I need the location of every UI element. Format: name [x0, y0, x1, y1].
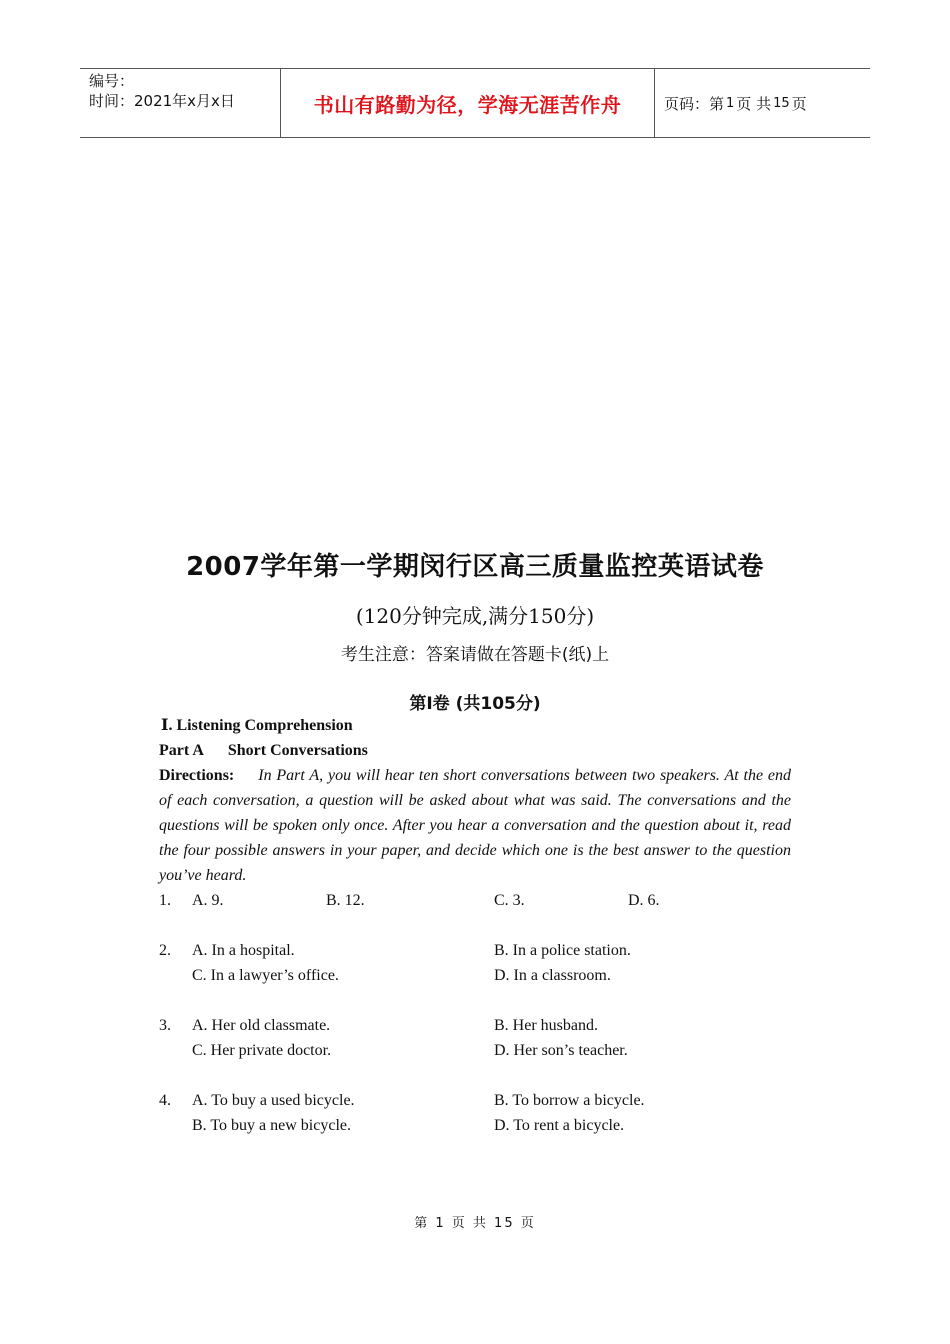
option-a: A. 9.	[192, 892, 224, 909]
option-a: A. Her old classmate.	[192, 1017, 331, 1034]
option-c: C. Her private doctor.	[192, 1042, 332, 1059]
option-b: B. Her husband.	[494, 1017, 598, 1034]
exam-content	[159, 713, 791, 1138]
question-3-row-2	[159, 1038, 791, 1063]
directions-text: In Part A, you will hear ten short conversations between two speakers. At the end of each conversation, a question will be asked about what was said. The conversations and the questions will be spoken only once. After you hear a conversation and the question about it, read the four possible answers in your paper, and decide which one is the best answer to the question you’ve heard.	[159, 767, 791, 884]
exam-subtitle: (120分钟完成,满分150分)	[355, 604, 595, 628]
question-2-row-2	[159, 963, 791, 988]
question-1	[159, 888, 791, 913]
number-label: 编号：	[89, 72, 135, 90]
header-page-info	[655, 69, 870, 137]
option-d: D. Her son’s teacher.	[494, 1042, 628, 1059]
question-2	[159, 938, 791, 963]
option-a: A. In a hospital.	[192, 942, 295, 959]
option-c: C. 3.	[494, 892, 525, 909]
question-number: 3.	[159, 1017, 171, 1034]
exam-notice: 考生注意：答案请做在答题卡(纸)上	[340, 645, 610, 665]
header-meta	[80, 69, 281, 137]
option-d: D. In a classroom.	[494, 967, 611, 984]
part-label: Part A	[159, 742, 204, 759]
option-b: B. 12.	[326, 892, 365, 909]
page-mid: 页 共	[736, 94, 772, 113]
question-number: 4.	[159, 1092, 171, 1109]
option-a: A. To buy a used bicycle.	[192, 1092, 355, 1109]
exam-title: 2007学年第一学期闵行区高三质量监控英语试卷	[186, 552, 764, 582]
section-heading: Ⅰ. Listening Comprehension	[161, 717, 353, 734]
option-b: B. In a police station.	[494, 942, 631, 959]
question-number: 2.	[159, 942, 171, 959]
page-current: 1	[726, 95, 735, 111]
option-d: D. To rent a bicycle.	[494, 1117, 625, 1134]
page-header	[80, 68, 870, 138]
volume-heading: 第Ⅰ卷 (共105分)	[409, 694, 541, 714]
option-c: C. In a lawyer’s office.	[192, 967, 339, 984]
directions-label: Directions:	[159, 767, 235, 784]
option-d: D. 6.	[628, 892, 660, 909]
question-3	[159, 1013, 791, 1038]
page-footer: 第 1 页 共 15 页	[414, 1216, 536, 1231]
page-suffix: 页	[791, 94, 807, 113]
part-heading	[159, 738, 791, 763]
question-4-row-2	[159, 1113, 791, 1138]
question-number: 1.	[159, 892, 171, 909]
directions	[159, 763, 791, 888]
header-motto: 书山有路勤为径，学海无涯苦作舟	[281, 69, 655, 137]
page-total: 15	[773, 95, 790, 111]
option-c: B. To buy a new bicycle.	[192, 1117, 351, 1134]
time-label: 时间：2021年x月x日	[89, 92, 235, 110]
option-b: B. To borrow a bicycle.	[494, 1092, 645, 1109]
page-prefix: 页码：第	[664, 94, 725, 113]
part-title: Short Conversations	[227, 742, 368, 759]
question-4	[159, 1088, 791, 1113]
